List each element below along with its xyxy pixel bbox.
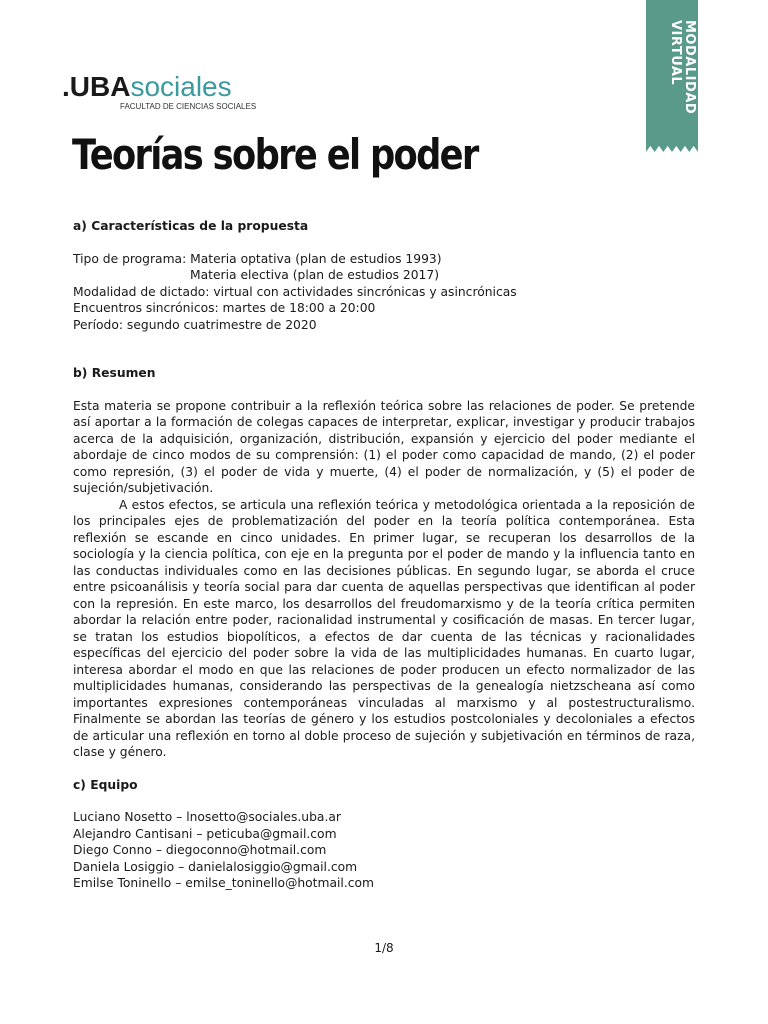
ribbon-line-1: MODALIDAD [682,20,697,115]
team-member: Emilse Toninello – emilse_toninello@hotmail.com [73,876,375,890]
ribbon-label [652,20,696,130]
summary-paragraph-1: Esta materia se propone contribuir a la reflexión teórica sobre las relaciones de poder. Se pretende así aportar a la formación de colegas capaces de interpretar, explicar, investigar y producir trabajos acerca de la adquisición, organización, distribución, expansión y ejercicio del poder mediante el abordaje de cinco modos de su comprensión: (1) el poder como capacidad de mando, (2) el poder como represión, (3) el poder de vida y muerte, (4) el poder de normalización, y (5) el poder de sujeción/subjetivación. [73,398,695,495]
uba-sociales-logo [62,71,257,111]
logo-prefix: .UBA [62,71,131,102]
section-c-heading: c) Equipo [73,777,138,792]
section-b-heading: b) Resumen [73,366,156,380]
document-body [73,218,695,892]
summary-paragraph-2: A estos efectos, se articula una reflexión teórica y metodológica orientada a la reposición de los principales ejes de problematización del poder en la teoría política contemporánea. Esta reflexión se escande en cinco unidades. En primer lugar, se recuperan los desarrollos de la sociología y la ciencia política, con eje en la pregunta por el poder de mando y la influencia tanto en las conductas individuales como en las decisiones públicas. En segundo lugar, se aborda el cruce entre psicoanálisis y teoría social para dar cuenta de aquellas perspectivas que identifican al poder con la represión. En este marco, los desarrollos del freudomarxismo y de la teoría crítica permiten abordar la relación entre poder, racionalidad instrumental y cosificación de masas. En tercer lugar, se tratan los estudios biopolíticos, a efectos de dar cuenta de las técnicas y racionalidades específicas del ejercicio del poder sobre la vida de las multiplicidades humanas. En cuarto lugar, interesa abordar el modo en que las relaciones de poder producen un efecto normalizador de las multiplicidades humanas, considerando las perspectivas de la genealogía nietzscheana así como importantes expresiones contemporáneas vinculadas al marxismo y al postestructuralismo. Finalmente se abordan las teorías de género y los estudios postcoloniales y decoloniales a efectos de articular una reflexión en torno al doble proceso de sujeción y subjetivación en términos de raza, clase y género. [73,497,695,759]
sync-meetings-line: Encuentros sincrónicos: martes de 18:00 a 20:00 [73,301,376,315]
team-member: Alejandro Cantisani – peticuba@gmail.com [73,826,337,841]
program-type-line-2: Materia electiva (plan de estudios 2017) [190,268,439,282]
program-type-line: Tipo de programa: Materia optativa (plan de estudios 1993) [73,251,442,266]
team-member: Daniela Losiggio – danielalosiggio@gmail.com [73,859,358,874]
ribbon-line-2: VIRTUAL [668,20,683,86]
team-member: Luciano Nosetto – lnosetto@sociales.uba.ar [73,810,341,824]
page-number: 1/8 [374,941,394,955]
team-member: Diego Conno – diegoconno@hotmail.com [73,843,327,857]
period-line: Período: segundo cuatrimestre de 2020 [73,317,317,332]
document-title: Teorías sobre el poder [72,130,478,179]
modality-line: Modalidad de dictado: virtual con actividades sincrónicas y asincrónicas [73,284,517,299]
logo-subtitle: FACULTAD DE CIENCIAS SOCIALES [120,102,257,111]
section-a-heading: a) Características de la propuesta [73,219,309,233]
logo-name: sociales [130,71,232,102]
